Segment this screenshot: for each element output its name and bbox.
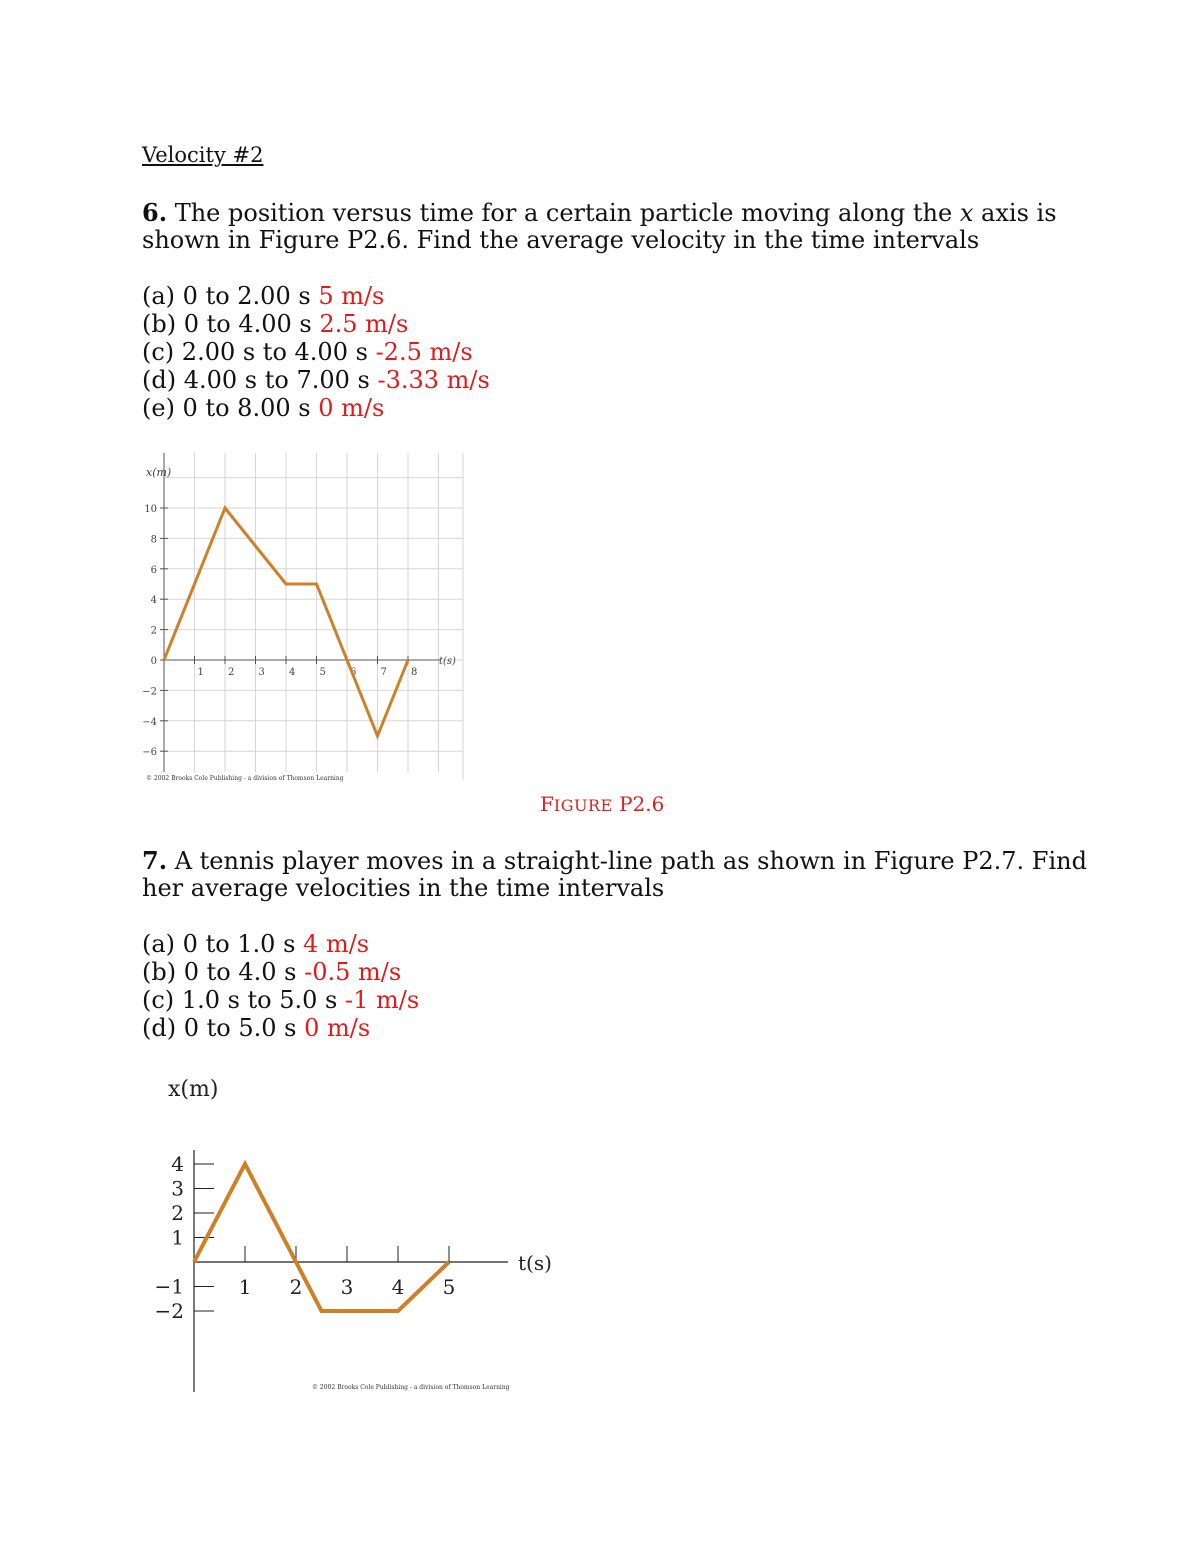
x-tick-label: 1 — [197, 667, 204, 678]
problem-6-part-a — [142, 282, 384, 310]
figure-p2-6-caption — [540, 792, 664, 816]
problem-6-text-c: shown in Figure P2.6. Find the average velocity in the time intervals — [142, 226, 980, 254]
caption-number: P2.6 — [619, 792, 665, 816]
part-answer: -3.33 m/s — [377, 366, 490, 394]
x-tick-label: 3 — [258, 667, 265, 678]
figure-p2-7-chart — [140, 1070, 580, 1400]
problem-7-text-a: A tennis player moves in a straight-line path as shown in Figure P2.7. Find — [174, 847, 1087, 875]
part-answer: 0 m/s — [304, 1014, 371, 1042]
y-tick-label: 3 — [171, 1176, 184, 1201]
x-tick-label: 5 — [319, 667, 326, 678]
y-tick-label: 2 — [171, 1201, 184, 1225]
problem-7-number: 7. — [142, 846, 168, 875]
caption-smallcaps: IGURE — [553, 796, 613, 815]
page-title: Velocity #2 — [142, 143, 264, 167]
x-tick-label: 7 — [380, 667, 387, 678]
caption-initial: F — [540, 792, 554, 816]
part-question: (d) 0 to 5.0 s — [142, 1014, 297, 1042]
part-question: (b) 0 to 4.0 s — [142, 958, 297, 986]
problem-7-part-a — [142, 930, 369, 958]
part-answer: -2.5 m/s — [375, 338, 473, 366]
y-tick-label: −4 — [142, 716, 157, 728]
y-tick-label: −1 — [154, 1274, 184, 1299]
part-question: (a) 0 to 1.0 s — [142, 930, 296, 958]
problem-6-part-e — [142, 394, 384, 422]
x-tick-label: 8 — [411, 667, 418, 678]
x-axis-label: t(s) — [439, 656, 456, 667]
x-tick-label: 3 — [340, 1275, 354, 1299]
problem-7-part-d — [142, 1014, 370, 1042]
part-question: (c) 2.00 s to 4.00 s — [142, 338, 368, 366]
y-tick-label: 2 — [150, 625, 157, 637]
problem-7-part-b — [142, 958, 401, 986]
y-tick-label: −2 — [142, 686, 157, 698]
x-axis-label: t(s) — [518, 1251, 552, 1275]
y-tick-label: 4 — [150, 595, 157, 607]
figure-p2-6-chart — [140, 450, 470, 790]
x-tick-label: 2 — [289, 1275, 303, 1299]
y-tick-label: −6 — [142, 747, 157, 759]
y-axis-label: x(m) — [146, 466, 172, 479]
part-answer: -0.5 m/s — [304, 958, 402, 986]
problem-6-statement — [142, 199, 1102, 254]
part-question: (a) 0 to 2.00 s — [142, 282, 311, 310]
x-tick-label: 1 — [238, 1275, 252, 1299]
y-tick-label: 6 — [150, 564, 157, 576]
y-axis-label: x(m) — [168, 1077, 219, 1102]
y-tick-label: −2 — [154, 1299, 184, 1323]
problem-6-number: 6. — [142, 198, 168, 227]
part-answer: 0 m/s — [318, 394, 385, 422]
x-tick-label: 5 — [442, 1275, 456, 1299]
problem-7-text-b: her average velocities in the time intervals — [142, 874, 665, 902]
problem-7-part-c — [142, 986, 419, 1014]
figure-credit: © 2002 Brooks Cole Publishing - a division of Thomson Learning — [146, 775, 344, 782]
problem-6-part-c — [142, 338, 473, 366]
x-tick-label: 4 — [391, 1275, 405, 1299]
part-answer: 2.5 m/s — [319, 310, 409, 338]
chart-background — [140, 450, 465, 782]
problem-6-text-a: The position versus time for a certain particle moving along the — [174, 199, 953, 227]
y-tick-label: 10 — [144, 504, 157, 515]
part-question: (c) 1.0 s to 5.0 s — [142, 986, 338, 1014]
x-tick-label: 6 — [350, 667, 357, 678]
problem-6-text-b: axis is — [981, 199, 1057, 227]
figure-credit: © 2002 Brooks Cole Publishing - a division of Thomson Learning — [312, 1384, 510, 1391]
problem-6-part-d — [142, 366, 490, 394]
part-question: (d) 4.00 s to 7.00 s — [142, 366, 370, 394]
y-tick-label: 4 — [171, 1152, 184, 1176]
problem-6-variable: x — [959, 199, 974, 227]
x-tick-label: 2 — [228, 667, 235, 678]
part-answer: 4 m/s — [303, 930, 370, 958]
problem-7-statement — [142, 847, 1102, 902]
part-question: (b) 0 to 4.00 s — [142, 310, 312, 338]
part-answer: -1 m/s — [345, 986, 420, 1014]
part-answer: 5 m/s — [318, 282, 385, 310]
y-tick-label: 8 — [150, 534, 157, 546]
problem-6-part-b — [142, 310, 408, 338]
x-tick-label: 4 — [289, 667, 296, 678]
y-tick-label: 1 — [171, 1225, 184, 1250]
part-question: (e) 0 to 8.00 s — [142, 394, 311, 422]
y-tick-label: 0 — [150, 656, 157, 667]
